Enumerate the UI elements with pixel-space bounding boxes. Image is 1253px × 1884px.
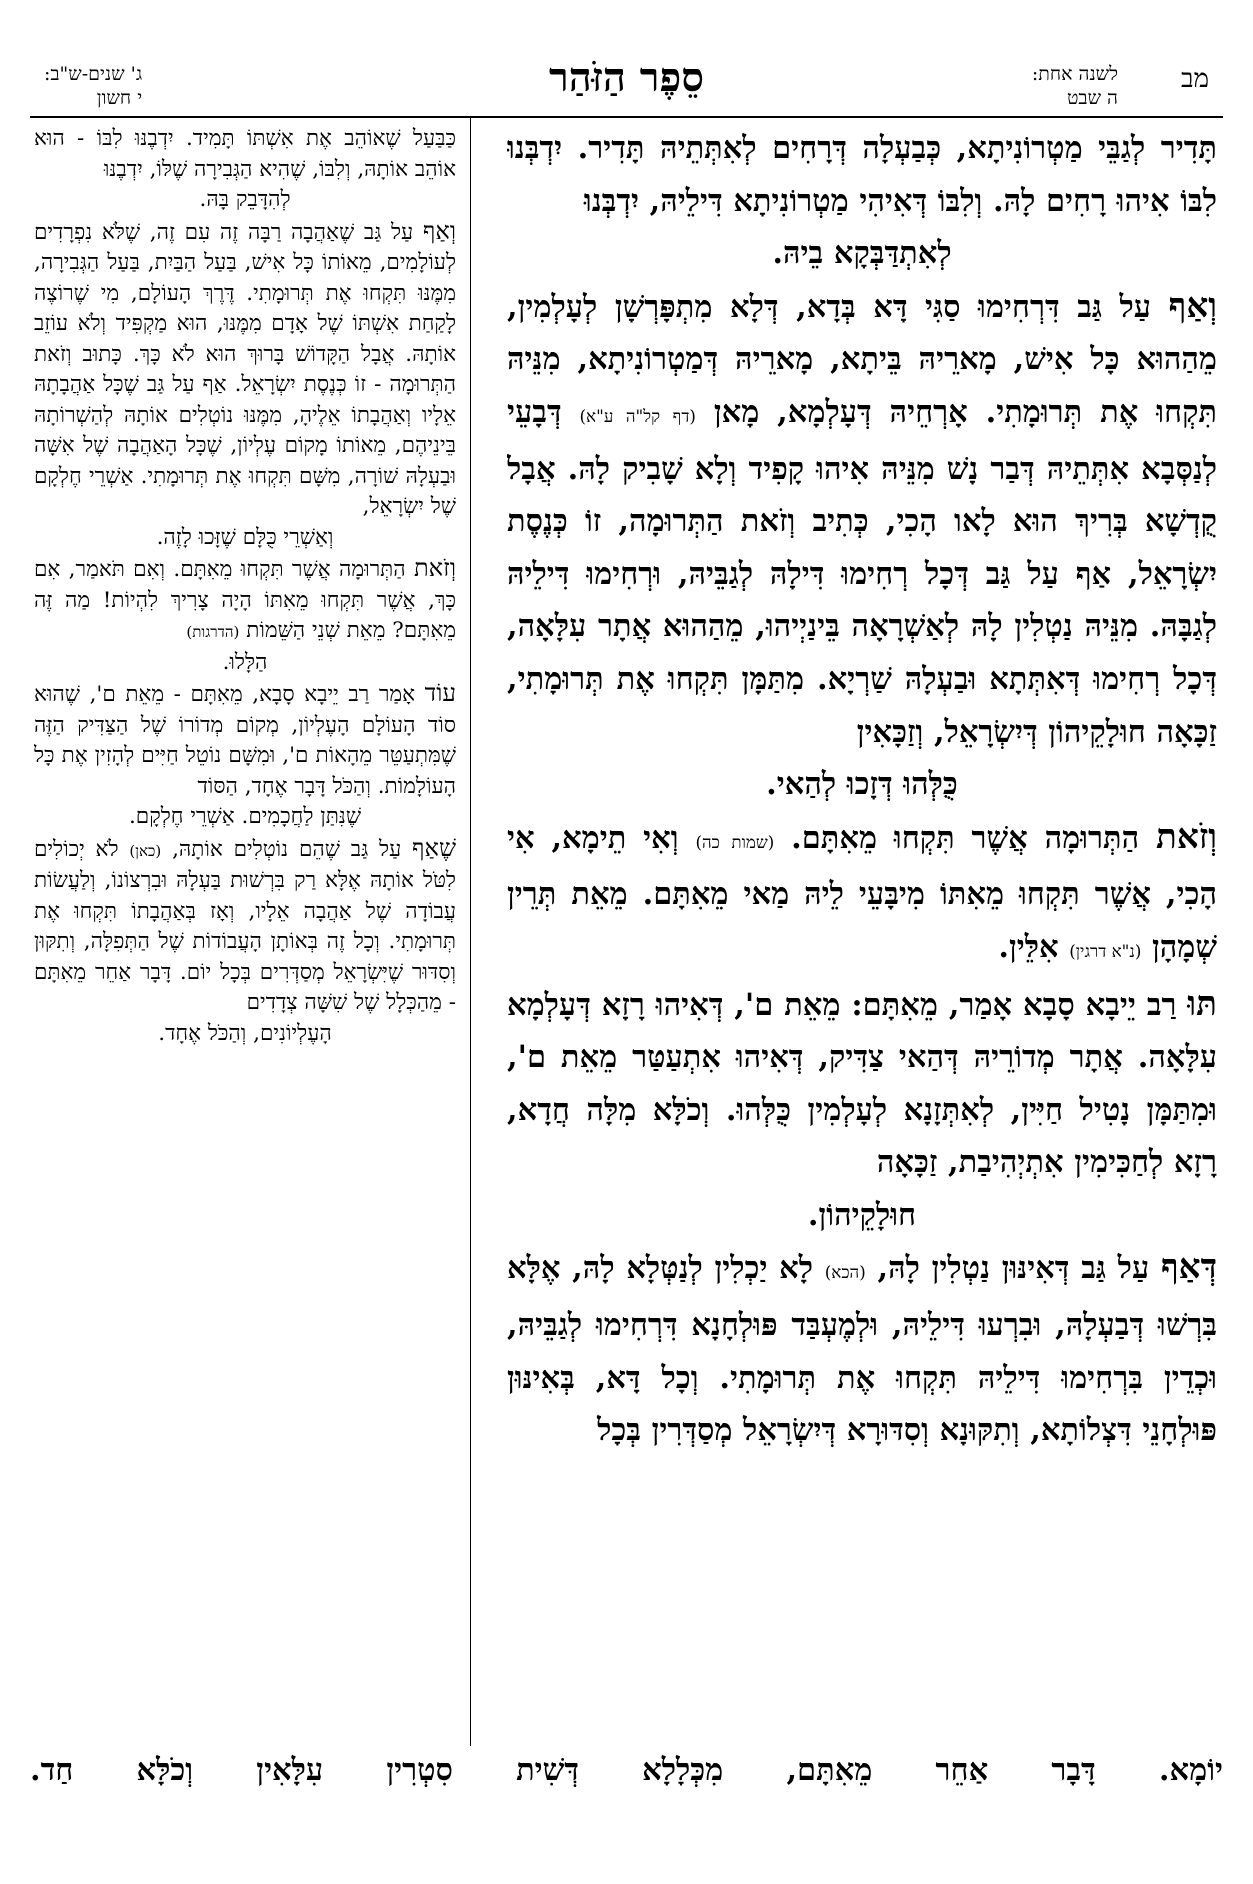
main-text: עַל גַּב דְּאִינּוּן נַטְלִין לָהּ, [865, 1250, 1161, 1287]
side-paragraph [34, 678, 456, 802]
lead-word: וְאַף [1168, 285, 1217, 326]
header-left-block [44, 62, 142, 110]
side-paragraph-closing [34, 1019, 456, 1050]
side-text: עַל גַּב שֶׁאַהֲבָה רַבָּה זֶה עִם זֶה, שֶׁלֹּא נִפְרָדִים לְעוֹלָמִים, מֵאוֹתוֹ כָּל אִישׁ, בַּעַל הַבַּיִת, בַּעַל הַגְּבִירָה, מִמֶּנּוּ תִּקְחוּ אֶת תְּרוּמָתִי. דֶּרֶךְ הָעוֹלָם, מִי שֶׁרוֹצֶה לָקַחַת אִשְׁתּוֹ שֶׁל אָדָם מִמֶּנּוּ, הוּא מַקְפִּיד וְלֹא עוֹזֵב אוֹתָהּ. אֲבָל הַקָּדוֹשׁ בָּרוּךְ הוּא לֹא כָּךְ. כָּתוּב וְזֹאת הַתְּרוּמָה - זוֹ כְּנֶסֶת יִשְׂרָאֵל. אַף עַל גַּב שֶׁכָּל אַהֲבָתָהּ אֵלָיו וְאַהֲבָתוֹ אֵלֶיהָ, מִמֶּנּוּ נוֹטְלִים אוֹתָהּ לְהַשְׁרוֹתָהּ בֵּינֵיהֶם, מֵאוֹתוֹ מָקוֹם עֶלְיוֹן, שֶׁכָּל הָאַהֲבָה שֶׁל אִשָּׁה וּבַעְלָהּ שׁוֹרָה, מִשָּׁם תִּקְחוּ אֶת תְּרוּמָתִי. אַשְׁרֵי חֶלְקָם שֶׁל יִשְׂרָאֵל, [34, 219, 456, 519]
verse-reference: (שמות כה) [695, 831, 775, 852]
main-text: לָא יַכְלִין לְנַטְּלָא לָהּ, אֶלָּא בִּרְשׁוּ דְּבַעְלָהּ, וּבִרְעוּ דִּילֵיהּ, וּלְמֶעְבַּד פּוּלְחָנָא דִּרְחִימוּ לְגַבֵּיהּ, וּכְדֵין בִּרְחִימוּ דִּילֵיהּ תִּקְחוּ אֶת תְּרוּמָתִי. וְכָל דָּא, בְּאִינּוּן פּוּלְחָנֵי דִּצְלוֹתָא, וְתִקּוּנָא וְסִדּוּרָא דְּיִשְׂרָאֵל מְסַדְּרִין בְּכָל [507, 1250, 1217, 1449]
main-text: כֻּלְּהוּ דְּזָכוּ לְהַאי. [766, 766, 958, 803]
side-text: כַּבַּעַל שֶׁאוֹהֵב אֶת אִשְׁתּוֹ תָּמִיד. יִדְבֶנּוּ לִבּוֹ - הוּא אוֹהֵב אוֹתָהּ, וְלִבּוֹ, שֶׁהִיא הַגְּבִירָה שֶׁלּוֹ, יִדְבֶנּוּ [34, 126, 456, 182]
lead-word: שֶׁאַף [412, 833, 456, 862]
main-paragraph [507, 811, 1217, 978]
main-paragraph-closing [507, 1189, 1217, 1242]
side-paragraph [34, 124, 456, 185]
lead-word: וְזֹאת [1155, 816, 1217, 857]
main-text: הַתְּרוּמָה אֲשֶׁר תִּקְחוּ מֵאִתָּם. [774, 819, 1156, 856]
side-text: שֶׁנִּתַּן לַחֲכָמִים. אַשְׁרֵי חֶלְקָם. [128, 804, 362, 829]
main-text: רַב יֵיבָא סָבָא אָמַר, מֵאִתָּם: מֵאֵת ם', דְּאִיהוּ רָזָא דְּעָלְמָא עִלָּאָה. אֲתָר מְדוֹרֵיהּ דְּהַאי צַדִּיק, דְּאִיהוּ אִתְעַטַּר מֵאֵת ם', וּמִתַּמָּן נָטִיל חַיִּין, לְאִתְּזָנָא לְעָלְמִין כֻּלְּהוּ. וְכֹלָּא מִלָּה חֲדָא, רָזָא לְחַכִּימִין אִתְיְהִיבַת, זַכָּאָה [507, 986, 1217, 1181]
lead-word: דְּאַף [1160, 1247, 1217, 1288]
folio-reference: (דף קל"ה ע"א) [579, 405, 696, 426]
variant-reading: (נ"א דרגין) [1069, 940, 1142, 961]
main-text: וְאִי תֵימָא, אִי הָכִי, אֲשֶׁר תִּקְחוּ מֵאִתּוֹ מִיבָּעֵי לֵיהּ מַאי מֵאִתָּם. מֵאֵת תְּרֵין שְׁמָהָן [507, 819, 1217, 965]
lead-word: וְזֹאת [413, 554, 456, 582]
header-rule [30, 116, 1223, 118]
main-text: לְאִתְדַּבְּקָא בֵיהּ. [772, 235, 952, 272]
page-header [30, 54, 1223, 116]
side-paragraph-closing [34, 523, 456, 554]
main-text: עַל גַּב דִּרְחִימוּ סַגִּי דָּא בְּדָא, דְּלָא מִתְפָּרְשָׁן לְעָלְמִין, מֵהַהוּא כָּל אִישׁ, מָארֵיהּ בֵּיתָא, מָארֵיהּ דְּמַטְרוֹנִיתָא, מִנֵּיהּ תִּקְחוּ אֶת תְּרוּמָתִי. אָרְחֵיהּ דְּעָלְמָא, מָאן [507, 288, 1217, 430]
side-text: הַתְּרוּמָה אֲשֶׁר תִּקְחוּ מֵאִתָּם. וְאִם תֹּאמַר, אִם כָּךְ, אֲשֶׁר תִּקְחוּ מֵאִתּוֹ הָיָה צָרִיךְ לִהְיוֹת! מַה זֶּה מֵאִתָּם? מֵאֵת שְׁנֵי הַשֵּׁמוֹת [34, 557, 456, 643]
side-text: הַלָּלוּ. [222, 649, 268, 675]
side-text: לֹא יְכוֹלִים לִטֹּל אוֹתָהּ אֶלָּא רַק בִּרְשׁוּת בַּעְלָהּ וּבִרְצוֹנוֹ, וְלַעֲשׂוֹת עֲבוֹדָה שֶׁל אַהֲבָה אֵלָיו, וְאָז בְּאַהֲבָתוֹ תִּקְחוּ אֶת תְּרוּמָתִי. וְכָל זֶה בְּאוֹתָן הָעֲבוֹדוֹת שֶׁל הַתְּפִלָּה, וְתִקּוּן וְסִדּוּר שֶׁיִּשְׂרָאֵל מְסַדְּרִים בְּכָל יוֹם. דָּבָר אַחֵר מֵאִתָּם - מֵהַכְּלָל שֶׁל שִׁשָּׁה צְדָדִים [34, 836, 456, 1015]
main-paragraph [507, 978, 1217, 1189]
variant-reading: (הכא) [824, 1262, 866, 1283]
side-text: הָעֶלְיוֹנִים, וְהַכֹּל אֶחָד. [158, 1020, 332, 1046]
daily-schedule-date: ה שבט [1066, 87, 1118, 109]
variant-reading: (הדרגות) [186, 623, 240, 641]
main-text: אִלֵּין. [998, 928, 1070, 965]
side-text: אָמַר רַב יֵיבָא סָבָא, מֵאִתָּם - מֵאֵת ם', שֶׁהוּא סוֹד הָעוֹלָם הָעֶלְיוֹן, מְקוֹם מְדוֹרוֹ שֶׁל הַצַּדִּיק הַזֶּה שֶׁמִּתְעַטֵּר מֵהָאוֹת ם', וּמִשָּׁם נוֹטֵל חַיִּים לְהָזִין אֶת כָּל הָעוֹלָמוֹת. וְהַכֹּל דָּבָר אֶחָד, הַסּוֹד [34, 682, 456, 799]
main-paragraph [507, 280, 1217, 758]
main-paragraph [507, 1241, 1217, 1456]
lead-word: וְאַף [422, 216, 456, 245]
lead-word: עוֹד [424, 679, 456, 707]
lead-word: תּוּ [1187, 983, 1217, 1024]
side-text: וְאַשְׁרֵי כֻּלָּם שֶׁזָּכוּ לָזֶה. [156, 524, 334, 550]
full-width-closing-line: יוֹמָא. דָּבָר אַחֵר מֵאִתָּם, מִכְּלָלָא דְּשִׁית סִטְרִין עִלָּאִין וְכֹלָּא חַד. [30, 1752, 1223, 1788]
column-divider [470, 118, 471, 1746]
main-text: תָּדִיר לְגַבֵּי מַטְרוֹנִיתָא, כְּבַעְלָה דְּרָחִים לְאִתְּתֵיהּ תָּדִיר. יִדְבְּנוּ לִבּוֹ אִיהוּ רָחִים לָהּ. וְלִבּוֹ דְּאִיהִי מַטְרוֹנִיתָא דִּילֵיהּ, יִדְבְּנוּ [507, 130, 1217, 219]
triennial-schedule-label: ג' שנים-ש"ב: [44, 63, 143, 85]
side-paragraph [34, 553, 456, 648]
side-text: לְהִדָּבֵק בָּהּ. [199, 187, 291, 212]
side-paragraph-closing [34, 648, 456, 679]
main-text: חוּלָקֵיהוֹן. [807, 1196, 917, 1233]
variant-reading: (כאן) [129, 841, 162, 860]
side-text: עַל גַּב שֶׁהֵם נוֹטְלִים אוֹתָהּ, [161, 836, 413, 862]
hebrew-translation-column [34, 124, 456, 1754]
side-paragraph [34, 833, 456, 1019]
main-text: דְּבָעֵי לְנַסְּבָא אִתְּתֵיהּ דְּבַר נָשׁ מִנֵּיהּ אִיהוּ קָפִיד וְלָא שָׁבִיק לָהּ. אֲבָל קֻדְשָׁא בְּרִיךְ הוּא לָאו הָכִי, כְּתִיב וְזֹאת הַתְּרוּמָה, זוֹ כְּנֶסֶת יִשְׂרָאֵל, אַף עַל גַּב דְּכָל רְחִימוּ דִּילָהּ לְגַבֵּיהּ, וּרְחִימוּ דִּילֵיהּ לְגַבָּהּ. מִנֵּיהּ נַטְלִין לָהּ לְאַשְׁרָאָה בֵּינַיְיהוּ, מֵהַהוּא אֲתָר עִלָּאָה, דְּכָל רְחִימוּ דְּאִתְּתָא וּבַעְלָהּ שַׁרְיָא. מִתַּמָּן תִּקְחוּ אֶת תְּרוּמָתִי, זַכָּאָה חוּלָקֵיהוֹן דְּיִשְׂרָאֵל, וְזַכָּאִין [507, 393, 1217, 750]
side-paragraph-closing [34, 185, 456, 216]
main-paragraph-closing [507, 227, 1217, 280]
aramaic-text-column [507, 122, 1217, 1752]
triennial-schedule-date: י חשון [96, 87, 143, 109]
main-paragraph [507, 122, 1217, 227]
book-title: סֵפֶר הַזֹּהַר [549, 54, 704, 101]
daily-schedule-label: לשנה אחת: [1031, 63, 1118, 85]
main-paragraph-closing [507, 758, 1217, 811]
folio-number: מב [1181, 64, 1209, 94]
side-paragraph [34, 216, 456, 523]
side-paragraph-closing [34, 802, 456, 833]
